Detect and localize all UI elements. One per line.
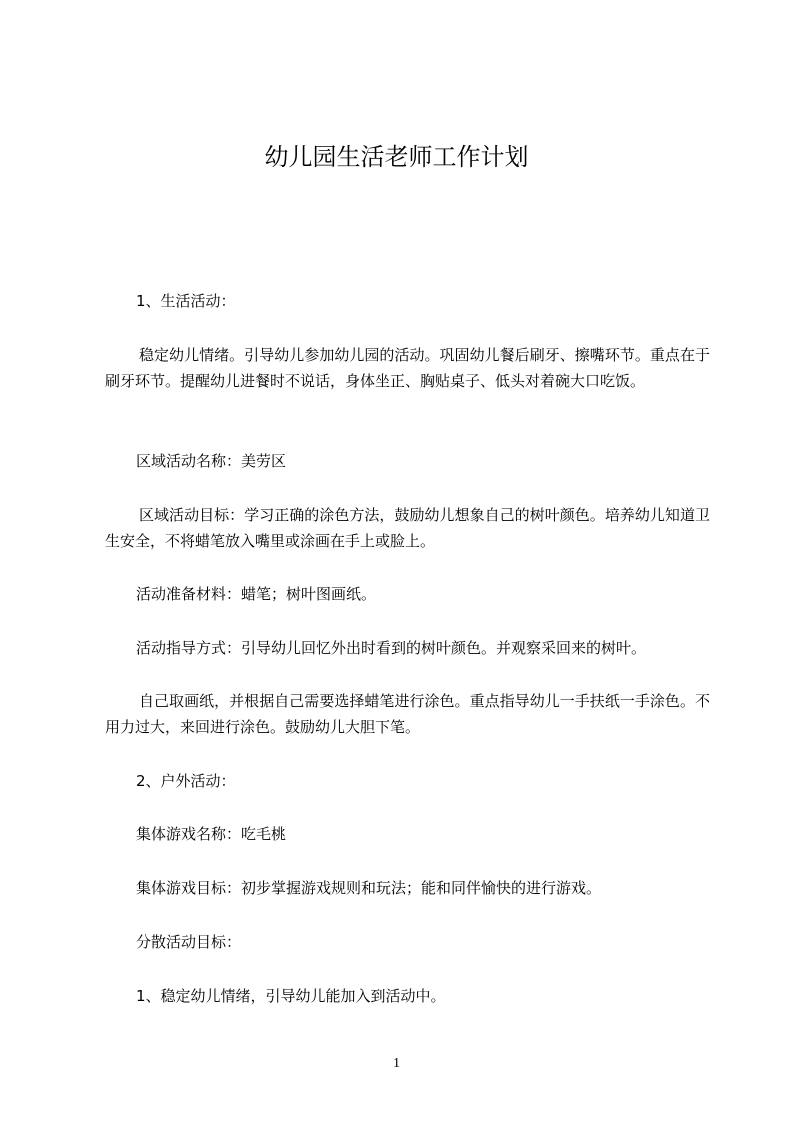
paragraph-game-goal: 集体游戏目标：初步掌握游戏规则和玩法；能和同伴愉快的进行游戏。 xyxy=(136,879,602,897)
paragraph-life-activity-body: 稳定幼儿情绪。引导幼儿参加幼儿园的活动。巩固幼儿餐后刷牙、擦嘴环节。重点在于刷牙环节。提醒幼儿进餐时不说话，身体坐正、胸贴桌子、低头对着碗大口吃饭。 xyxy=(105,346,710,390)
paragraph-area-name: 区域活动名称：美劳区 xyxy=(136,452,287,470)
document-title: 幼儿园生活老师工作计划 xyxy=(264,143,529,171)
page-number: 1 xyxy=(393,1056,400,1071)
paragraph-area-goal: 区域活动目标：学习正确的涂色方法，鼓励幼儿想象自己的树叶颜色。培养幼儿知道卫生安全，不将蜡笔放入嘴里或涂画在手上或脸上。 xyxy=(105,506,710,550)
paragraph-coloring: 自己取画纸，并根据自己需要选择蜡笔进行涂色。重点指导幼儿一手扶纸一手涂色。不用力过大，来回进行涂色。鼓励幼儿大胆下笔。 xyxy=(105,692,710,736)
paragraph-life-activity-heading: 1、生活活动： xyxy=(136,292,236,310)
paragraph-free-activity-goal: 分散活动目标： xyxy=(136,933,242,951)
paragraph-materials: 活动准备材料：蜡笔；树叶图画纸。 xyxy=(136,585,377,603)
paragraph-goal-item-1: 1、稳定幼儿情绪，引导幼儿能加入到活动中。 xyxy=(136,987,446,1005)
paragraph-guidance: 活动指导方式：引导幼儿回忆外出时看到的树叶颜色。并观察采回来的树叶。 xyxy=(136,639,647,657)
paragraph-outdoor-heading: 2、户外活动： xyxy=(136,772,236,790)
paragraph-game-name: 集体游戏名称：吃毛桃 xyxy=(136,825,287,843)
